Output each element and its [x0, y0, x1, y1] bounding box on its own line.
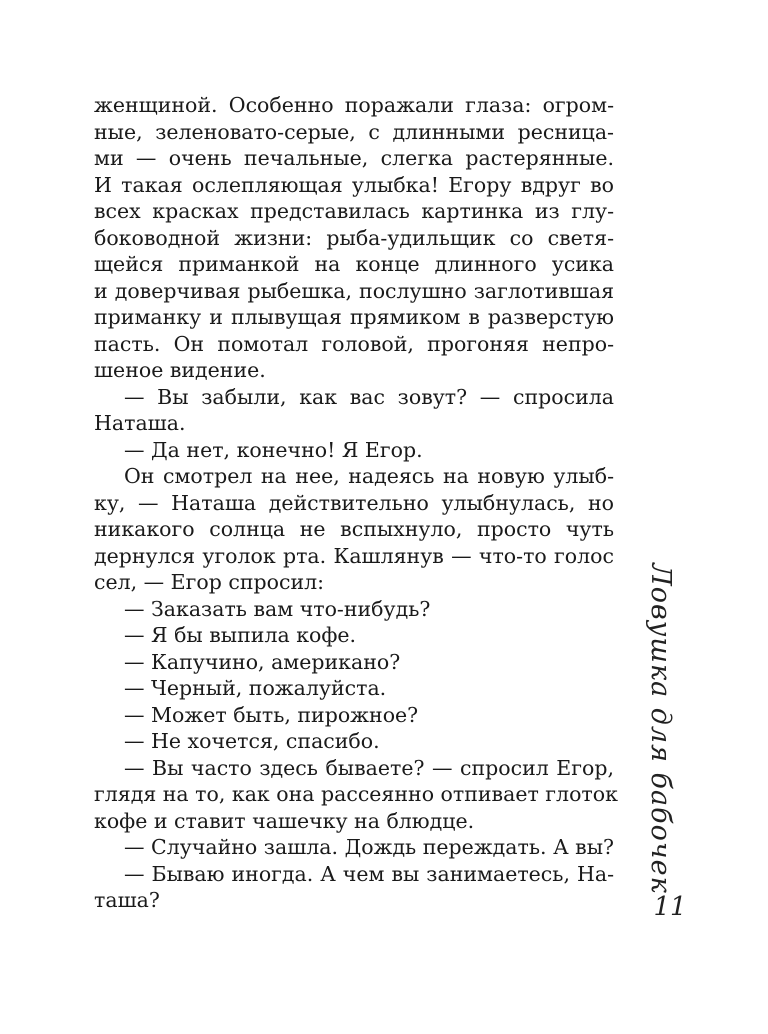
paragraph-line: Он смотрел на нее, надеясь на новую улыб-: [124, 464, 614, 488]
text-line: кофе и ставит чашечку на блюдце.: [94, 808, 475, 833]
dialogue-line: — Может быть, пирожное?: [124, 702, 419, 727]
text-line: сел, — Егор спросил:: [94, 570, 325, 594]
dialogue-line: — Я бы выпила кофе.: [124, 623, 357, 647]
dialogue-line: — Вы часто здесь бываете? — спросил Егор,: [124, 755, 614, 780]
text-line: И такая ослепляющая улыбка! Егору вдруг во: [94, 172, 614, 197]
running-title: [640, 562, 680, 894]
dialogue-line: — Да нет, конечно! Я Егор.: [124, 437, 423, 462]
page-number: 11: [653, 892, 687, 922]
dialogue-line: — Вы забыли, как вас зовут? — спросила: [124, 384, 614, 409]
running-title-text: Ловушка для бабочек: [644, 562, 676, 894]
text-line: никакого солнца не вспыхнуло, просто чуть: [94, 517, 614, 541]
dialogue-line: — Заказать вам что-нибудь?: [124, 596, 431, 621]
dialogue-line: — Черный, пожалуйста.: [124, 676, 387, 700]
dialogue-line: — Капучино, американо?: [124, 649, 401, 674]
text-line: ные, зеленовато-серые, с длинными ресница-: [94, 119, 614, 144]
text-line: женщиной. Особенно поражали глаза: огром-: [94, 93, 614, 117]
text-line: боководной жизни: рыба-удильщик со светя-: [94, 225, 614, 250]
dialogue-line: — Бываю иногда. А чем вы занимаетесь, На-: [124, 861, 614, 886]
dialogue-line: — Случайно зашла. Дождь переждать. А вы?: [124, 835, 614, 859]
text-line: таша?: [94, 888, 160, 912]
text-line: Наташа.: [94, 411, 186, 435]
text-line: ку, — Наташа действительно улыбнулась, но: [94, 490, 614, 515]
text-line: пасть. Он помотал головой, прогоняя непро-: [94, 331, 614, 356]
dialogue-line: — Не хочется, спасибо.: [124, 729, 380, 753]
text-line: щейся приманкой на конце длинного усика: [94, 252, 614, 276]
text-line: ми — очень печальные, слегка растерянные.: [94, 146, 614, 170]
body-text: [94, 92, 618, 914]
text-line: всех красках представилась картинка из глу-: [94, 199, 614, 223]
text-line: приманку и плывущая прямиком в разверстую: [94, 305, 614, 329]
text-line: дернулся уголок рта. Кашлянув — что-то голос: [94, 543, 614, 568]
text-line: шеное видение.: [94, 358, 266, 382]
text-line: глядя на то, как она рассеянно отпивает глоток: [94, 782, 618, 806]
text-line: и доверчивая рыбешка, послушно заглотившая: [94, 278, 614, 303]
